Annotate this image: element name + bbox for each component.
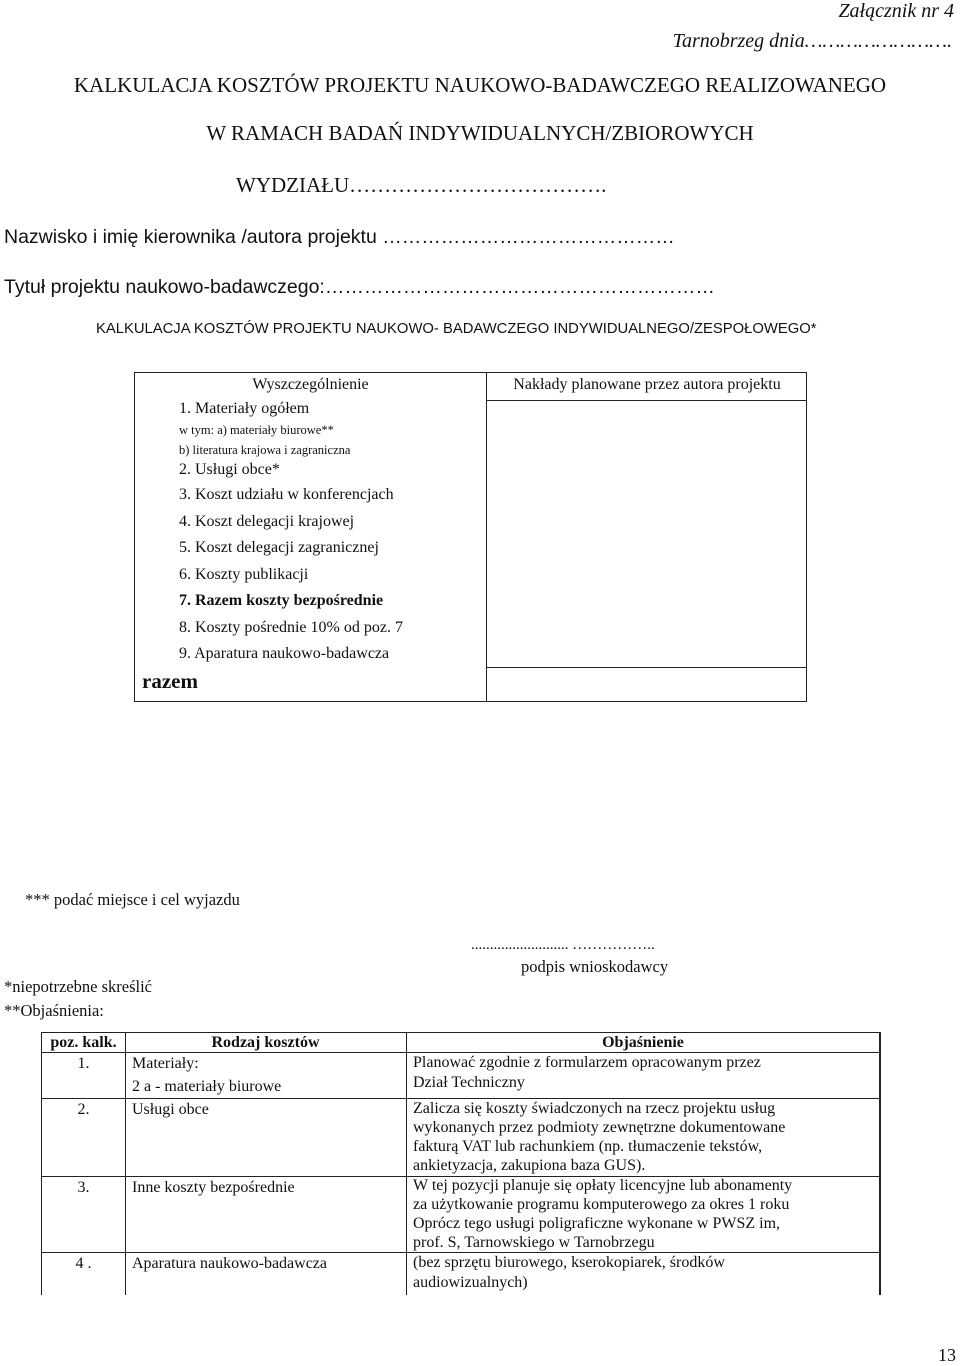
- row-explanation: za użytkowanie programu komputerowego za okres 1 roku: [413, 1196, 790, 1213]
- project-title-field: Tytuł projektu naukowo-badawczego:……………………………………………………: [4, 276, 715, 298]
- faculty-field: WYDZIAŁU……………………………….: [236, 173, 607, 197]
- column-header-item: Wyszczególnienie: [252, 376, 369, 393]
- cost-row-materials: 1. Materiały ogółem: [179, 400, 310, 417]
- header-position: poz. kalk.: [50, 1034, 117, 1051]
- row-explanation: prof. S, Tarnowskiego w Tarnobrzegu: [413, 1234, 655, 1251]
- cost-row-literature: b) literatura krajowa i zagraniczna: [179, 443, 351, 457]
- cost-row-office-materials: w tym: a) materiały biurowe**: [179, 423, 334, 437]
- explanations-table: [41, 1032, 881, 1295]
- cost-row-equipment: 9. Aparatura naukowo-badawcza: [179, 645, 390, 662]
- row-explanation: W tej pozycji planuje się opłaty licencyjne lub abonamenty: [413, 1177, 793, 1194]
- explanations-heading: **Objaśnienia:: [4, 1001, 104, 1020]
- signature-line: .......................... ……………..: [471, 937, 655, 953]
- cost-row-foreign-travel: 5. Koszt delegacji zagranicznej: [179, 539, 379, 556]
- row-explanation: (bez sprzętu biurowego, kserokopiarek, środków: [413, 1254, 725, 1271]
- place-date-line: Tarnobrzeg dnia…………………….: [672, 30, 952, 52]
- row-explanation: wykonanych przez podmioty zewnętrzne dokumentowane: [413, 1119, 786, 1136]
- row-explanation: fakturą VAT lub rachunkiem (np. tłumaczenie tekstów,: [413, 1138, 763, 1155]
- project-leader-field: Nazwisko i imię kierownika /autora projektu ………………………………………: [4, 226, 675, 248]
- calculation-subtitle: KALKULACJA KOSZTÓW PROJEKTU NAUKOWO- BADAWCZEGO INDYWIDUALNEGO/ZESPOŁOWEGO*: [96, 321, 817, 337]
- row-explanation: Oprócz tego usługi poligraficzne wykonane w PWSZ im,: [413, 1215, 781, 1232]
- header-cost-type: Rodzaj kosztów: [211, 1034, 320, 1051]
- signature-caption: podpis wnioskodawcy: [521, 957, 669, 976]
- table-divider: [406, 1033, 407, 1295]
- header-explanation: Objaśnienie: [602, 1034, 684, 1051]
- row-position: 1.: [77, 1055, 90, 1072]
- row-position: 3.: [77, 1179, 90, 1196]
- row-explanation: Planować zgodnie z formularzem opracowanym przez: [413, 1054, 761, 1071]
- cost-row-indirect: 8. Koszty pośrednie 10% od poz. 7: [179, 619, 403, 636]
- table-divider: [486, 400, 806, 401]
- row-explanation: audiowizualnych): [413, 1274, 528, 1291]
- annex-number: Załącznik nr 4: [838, 0, 954, 22]
- row-explanation: ankietyzacja, zakupiona baza GUS).: [413, 1157, 646, 1174]
- row-explanation: Zalicza się koszty świadczonych na rzecz projektu usług: [413, 1100, 776, 1117]
- row-cost-type: Usługi obce: [132, 1101, 209, 1118]
- row-explanation: Dział Techniczny: [413, 1074, 525, 1091]
- row-cost-type: Materiały:: [132, 1055, 199, 1072]
- cost-total-label: razem: [142, 669, 198, 693]
- column-header-planned: Nakłady planowane przez autora projektu: [513, 376, 781, 393]
- cost-row-external-services: 2. Usługi obce*: [179, 461, 280, 478]
- cost-table: [134, 372, 807, 702]
- cost-row-domestic-travel: 4. Koszt delegacji krajowej: [179, 513, 355, 530]
- cost-row-conferences: 3. Koszt udziału w konferencjach: [179, 486, 394, 503]
- row-cost-type: Aparatura naukowo-badawcza: [132, 1255, 328, 1272]
- travel-note: *** podać miejsce i cel wyjazdu: [25, 890, 240, 909]
- row-position: 4 .: [75, 1255, 92, 1272]
- table-divider: [486, 373, 487, 701]
- cost-row-publications: 6. Koszty publikacji: [179, 566, 309, 583]
- document-title-line1: KALKULACJA KOSZTÓW PROJEKTU NAUKOWO-BADAWCZEGO REALIZOWANEGO: [73, 73, 887, 97]
- row-cost-type: Inne koszty bezpośrednie: [132, 1179, 295, 1196]
- document-title-line2: W RAMACH BADAŃ INDYWIDUALNYCH/ZBIOROWYCH: [206, 121, 754, 145]
- row-cost-type: 2 a - materiały biurowe: [132, 1078, 282, 1095]
- cost-row-direct-total: 7. Razem koszty bezpośrednie: [179, 592, 384, 609]
- table-divider: [486, 667, 806, 668]
- row-position: 2.: [77, 1101, 90, 1118]
- table-divider: [125, 1033, 126, 1295]
- strike-note: *niepotrzebne skreślić: [4, 977, 152, 996]
- page-number: 13: [938, 1345, 956, 1365]
